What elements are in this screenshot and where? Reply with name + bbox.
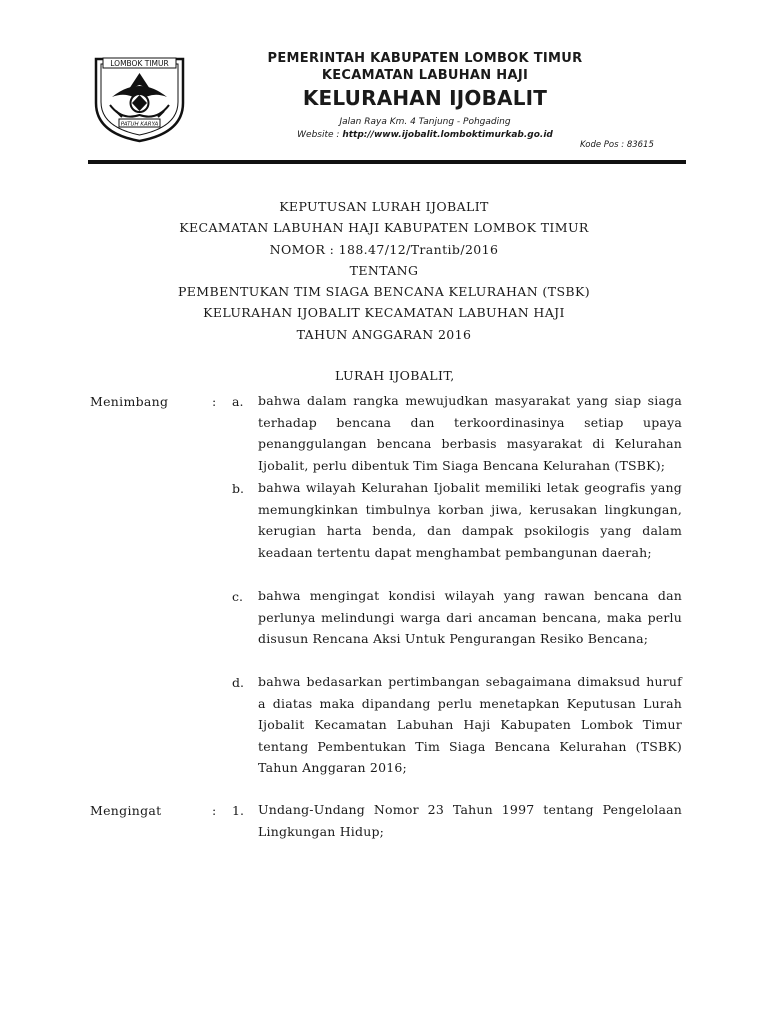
postal-code: Kode Pos : 83615 (580, 140, 654, 150)
item-marker-b: b. (232, 481, 244, 496)
mengingat-colon: : (212, 803, 217, 818)
menimbang-item-c: bahwa mengingat kondisi wilayah yang rawan bencana dan perlunya melindungi warga dari ancaman bencana, maka perlu disusun Rencana Aksi Untuk Pengurangan Resiko Bencana; (258, 588, 682, 646)
menimbang-label: Menimbang (90, 394, 169, 409)
title-line-1: KEPUTUSAN LURAH IJOBALIT (279, 199, 489, 214)
decree-number: NOMOR : 188.47/12/Trantib/2016 (269, 241, 499, 257)
menimbang-item-d: bahwa bedasarkan pertimbangan sebagaimana dimaksud huruf a diatas maka dipandang perlu menetapkan Keputusan Lurah Ijobalit Kecamatan Labuhan Haji Kabupaten Lombok Timur tentang Pembentukan Tim Siaga Bencana Kelurahan (TSBK) Tahun Anggaran 2016; (258, 674, 682, 775)
government-name: PEMERINTAH KABUPATEN LOMBOK TIMUR (267, 51, 583, 66)
menimbang-item-b: bahwa wilayah Kelurahan Ijobalit memiliki letak geografis yang memungkinkan timbulnya korban jiwa, kerusakan lingkungan, kerugian harta benda, dan dampak psokilogis yang dalam keadaan tertentu dapat menghambat pembangunan daerah; (258, 480, 682, 560)
village-name: KELURAHAN IJOBALIT (302, 86, 548, 110)
title-line-4: TENTANG (349, 262, 419, 278)
letterhead-divider (88, 160, 686, 164)
item-marker-d: d. (232, 675, 244, 690)
item-marker-1: 1. (232, 803, 244, 818)
letterhead (0, 0, 768, 175)
letterhead-text (230, 50, 620, 142)
website-label: Website : (297, 130, 343, 140)
title-line-5: PEMBENTUKAN TIM SIAGA BENCANA KELURAHAN (TSBK) (177, 284, 591, 300)
regency-emblem-icon (92, 55, 187, 143)
emblem-bottom-text: PATUH KARYA (120, 121, 159, 128)
title-line-6: KELURAHAN IJOBALIT KECAMATAN LABUHAN HAJI (203, 305, 565, 321)
mengingat-item-1: Undang-Undang Nomor 23 Tahun 1997 tentang Pengelolaan Lingkungan Hidup; (258, 802, 682, 839)
website-url: http://www.ijobalit.lomboktimurkab.go.id (342, 130, 553, 140)
title-line-7: TAHUN ANGGARAN 2016 (296, 326, 472, 342)
item-marker-a: a. (232, 394, 244, 409)
signatory-heading: LURAH IJOBALIT, (335, 368, 455, 383)
item-marker-c: c. (232, 589, 243, 604)
emblem-top-text: LOMBOK TIMUR (110, 59, 169, 68)
menimbang-item-a: bahwa dalam rangka mewujudkan masyarakat yang siap siaga terhadap bencana dan terkoordinasinya setiap upaya penanggulangan bencana berbasis masyarakat di Kelurahan Ijobalit, perlu dibentuk Tim Siaga Bencana Kelurahan (TSBK); (258, 393, 682, 473)
office-address: Jalan Raya Km. 4 Tanjung - Pohgading (339, 117, 511, 127)
district-name: KECAMATAN LABUHAN HAJI (321, 68, 529, 83)
website-line (230, 129, 620, 142)
menimbang-colon: : (212, 394, 217, 409)
title-line-2: KECAMATAN LABUHAN HAJI KABUPATEN LOMBOK TIMUR (179, 220, 589, 236)
mengingat-label: Mengingat (90, 803, 162, 818)
decree-title (0, 196, 768, 345)
